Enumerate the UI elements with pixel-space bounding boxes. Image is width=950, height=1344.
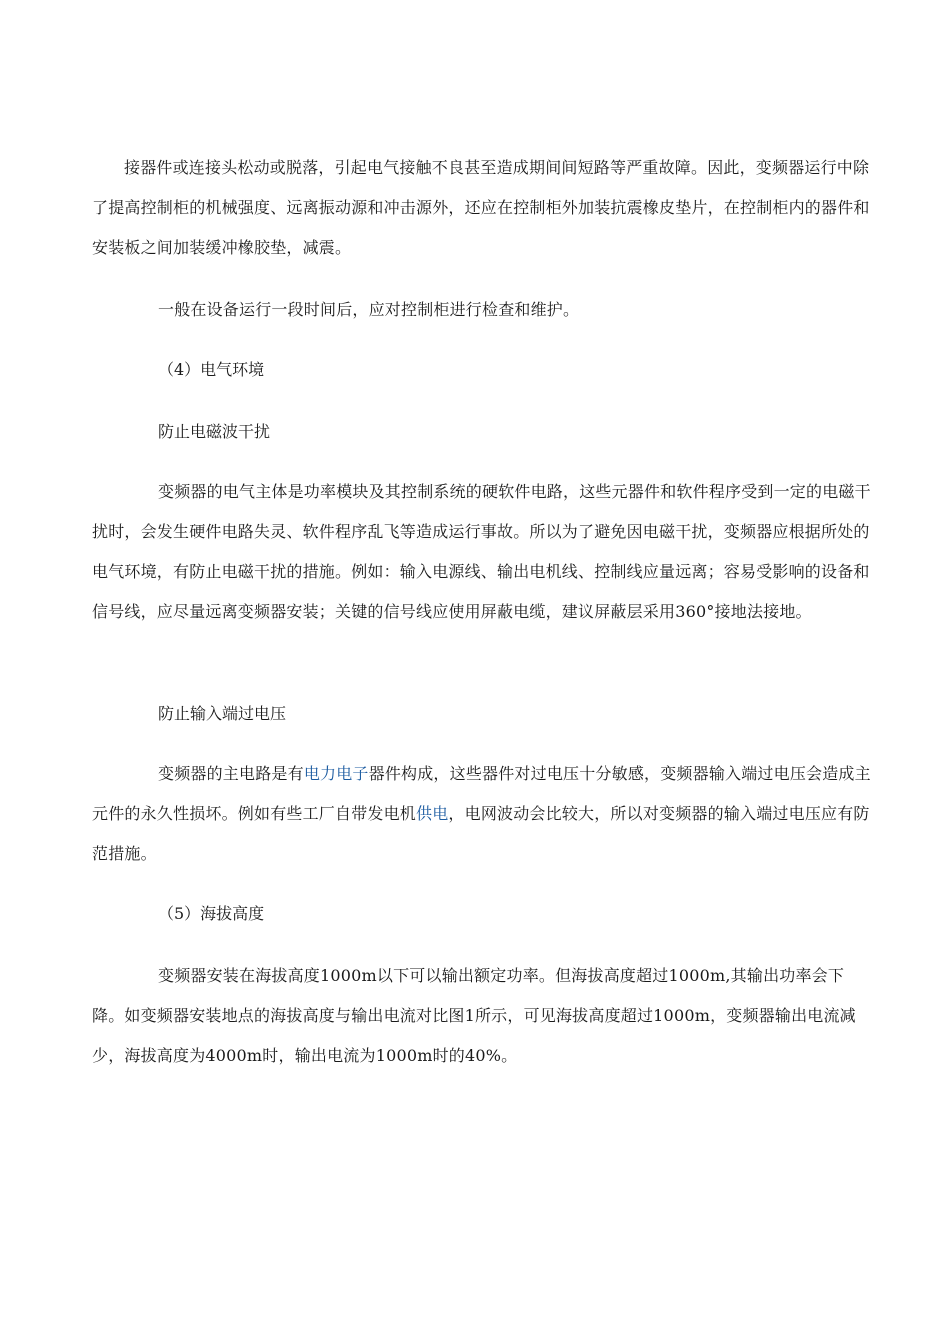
- paragraph-maintenance: 一般在设备运行一段时间后，应对控制柜进行检查和维护。: [158, 300, 580, 319]
- paragraph-emi: 变频器的电气主体是功率模块及其控制系统的硬软件电路，这些元器件和软件程序受到一定的电磁干扰时，会发生硬件电路失灵、软件程序乱飞等造成运行事故。所以为了避免因电磁干扰，变频器应根据所处的电气环境，有防止电磁干扰的措施。例如：输入电源线、输出电机线、控制线应量远离；容易受影响的设备和信号线，应尽量远离变频器安装；关键的信号线应使用屏蔽电缆，建议屏蔽层采用360°接地法接地。: [92, 482, 871, 621]
- overvoltage-text-1: 变频器的主电路是有: [158, 764, 304, 783]
- section-heading-altitude: （5）海拔高度: [158, 904, 265, 923]
- subheading-emi: 防止电磁波干扰: [158, 422, 271, 441]
- overvoltage-text-2: 器件构成，这些器件对过电压十分敏感，变频器输入端过电压会造成主元件的永久性损坏。例如有些工厂自带发电机: [92, 764, 871, 823]
- paragraph-altitude: 变频器安装在海拔高度1000m以下可以输出额定功率。但海拔高度超过1000m,其输出功率会下降。如变频器安装地点的海拔高度与输出电流对比图1所示，可见海拔高度超过1000m，变频器输出电流减少，海拔高度为4000m时，输出电流为1000m时的40%。: [92, 966, 856, 1065]
- section-heading-electrical-environment: （4）电气环境: [158, 360, 265, 379]
- paragraph-overvoltage: [92, 754, 872, 874]
- overvoltage-text-3: ，电网波动会比较大，所以对变频器的输入端过电压应有防范措施。: [92, 804, 870, 863]
- link-power-supply[interactable]: 供电: [416, 804, 449, 823]
- subheading-overvoltage: 防止输入端过电压: [158, 704, 287, 723]
- link-power-electronics[interactable]: 电力电子: [303, 764, 369, 783]
- paragraph-vibration: 接器件或连接头松动或脱落，引起电气接触不良甚至造成期间间短路等严重故障。因此，变频器运行中除了提高控制柜的机械强度、远离振动源和冲击源外，还应在控制柜外加装抗震橡皮垫片，在控制柜内的器件和安装板之间加装缓冲橡胶垫，减震。: [92, 158, 870, 257]
